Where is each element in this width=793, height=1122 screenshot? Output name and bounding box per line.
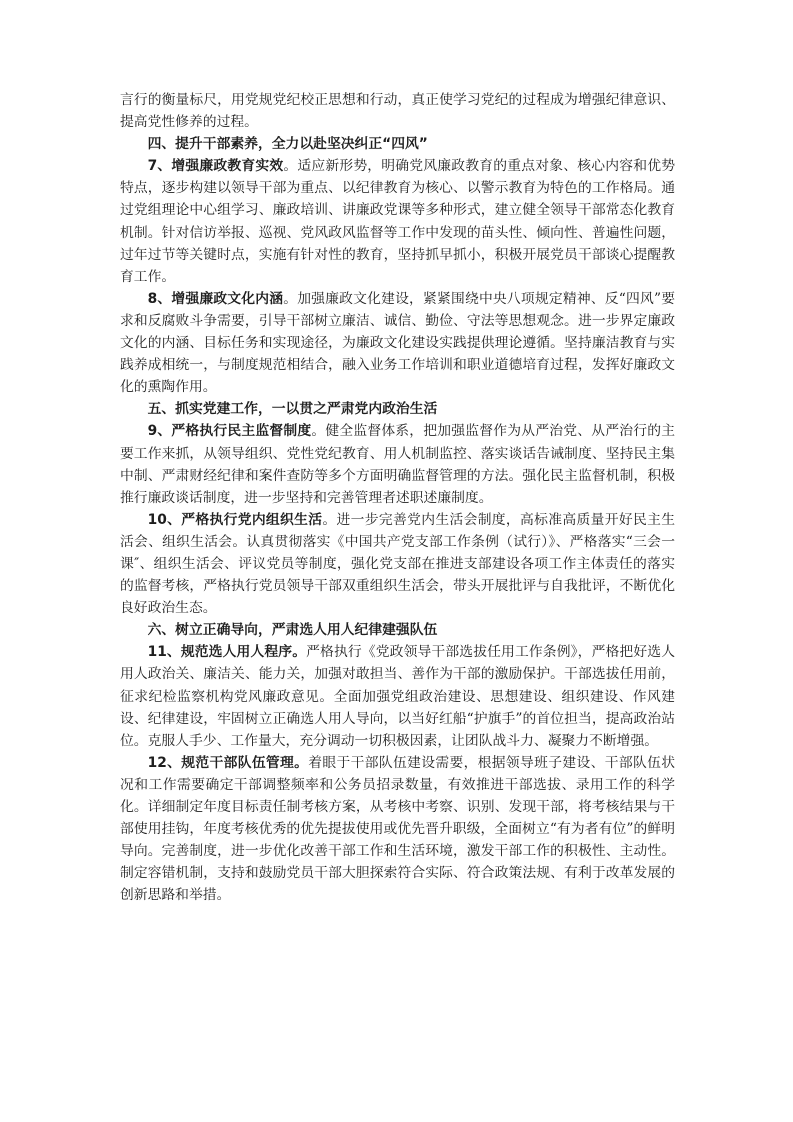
document-page <box>120 89 675 906</box>
item-7-title: 7、增强廉政教育实效 <box>147 158 284 175</box>
item-12-body: 着眼于干部队伍建设需要，根据领导班子建设、干部队伍状况和工作需要确定干部调整频率和公务员招录数量，有效推进干部选拔、录用工作的科学化。详细制定年度目标责任制考核方案，从考核中考察、识别、发现干部，将考核结果与干部使用挂钩，年度考核优秀的优先提拔使用或优先晋升职级，全面树立“有为者有位”的鲜明导向。完善制度，进一步优化改善干部工作和生活环境，激发干部工作的积极性、主动性。制定容错机制，支持和鼓励党员干部大胆探索符合实际、符合政策法规、有利于改革发展的创新思路和举措。 <box>120 754 675 904</box>
item-9-title: 9、严格执行民主监督制度 <box>147 423 312 440</box>
item-8-title: 8、增强廉政文化内涵 <box>147 290 284 307</box>
item-10-paragraph <box>120 509 675 619</box>
item-7-paragraph <box>120 155 675 288</box>
section-heading-5: 五、抓实党建工作，一以贯之严肃党内政治生活 <box>147 401 438 418</box>
item-11-paragraph <box>120 641 675 751</box>
item-11-title: 11、规范选人用人程序。 <box>147 644 307 661</box>
section-heading-6: 六、树立正确导向，严肃选人用人纪律建强队伍 <box>147 622 438 639</box>
item-11-body: 严格执行《党政领导干部选拔任用工作条例》，严格把好选人用人政治关、廉洁关、能力关，加强对敢担当、善作为干部的激励保护。干部选拔任用前，征求纪检监察机构党风廉政意见。全面加强党组政治建设、思想建设、组织建设、作风建设、纪律建设，牢固树立正确选人用人导向，以当好红船“护旗手”的首位担当，提高政治站位。克服人手少、工作量大，充分调动一切积极因素，让团队战斗力、凝聚力不断增强。 <box>120 644 675 749</box>
item-12-title: 12、规范干部队伍管理。 <box>147 754 309 771</box>
item-9-paragraph <box>120 420 675 508</box>
continuation-paragraph: 言行的衡量标尺，用党规党纪校正思想和行动，真正使学习党纪的过程成为增强纪律意识、提高党性修养的过程。 <box>120 92 675 131</box>
item-7-body: 。适应新形势，明确党风廉政教育的重点对象、核心内容和优势特点，逐步构建以领导干部为重点、以纪律教育为核心、以警示教育为特色的工作格局。通过党组理论中心组学习、廉政培训、讲廉政党课等多种形式，建立健全领导干部常态化教育机制。针对信访举报、巡视、党风政风监督等工作中发现的苗头性、倾向性、普遍性问题，过年过节等关键时点，实施有针对性的教育，坚持抓早抓小，积极开展党员干部谈心提醒教育工作。 <box>120 158 675 285</box>
item-8-body: 。加强廉政文化建设，紧紧围绕中央八项规定精神、反“四风”要求和反腐败斗争需要，引导干部树立廉洁、诚信、勤俭、守法等思想观念。进一步界定廉政文化的内涵、目标任务和实现途径，为廉政文化建设实践提供理论遵循。坚持廉洁教育与实践养成相统一，与制度规范相结合，融入业务工作培训和职业道德培育过程，发挥好廉政文化的熏陶作用。 <box>120 290 675 396</box>
item-9-body: 。健全监督体系，把加强监督作为从严治党、从严治行的主要工作来抓，从领导组织、党性党纪教育、用人机制监控、落实谈话告诫制度、坚持民主集中制、严肃财经纪律和案件查防等多个方面明确监督管理的方法。强化民主监督机制，积极推行廉政谈话制度，进一步坚持和完善管理者述职述廉制度。 <box>120 423 676 506</box>
section-heading-4: 四、提升干部素养，全力以赴坚决纠正“四风” <box>147 136 428 153</box>
item-10-title: 10、严格执行党内组织生活 <box>147 511 323 528</box>
item-12-paragraph <box>120 752 675 907</box>
item-8-paragraph <box>120 288 675 398</box>
item-10-body: 。进一步完善党内生活会制度，高标准高质量开好民主生活会、组织生活会。认真贯彻落实《中国共产党支部工作条例（试行）》、严格落实“三会一课″、组织生活会、评议党员等制度，强化党支部在推进支部建设各项工作主体责任的落实的监督考核，严格执行党员领导干部双重组织生活会，带头开展批评与自我批评，不断优化良好政治生态。 <box>120 511 676 617</box>
